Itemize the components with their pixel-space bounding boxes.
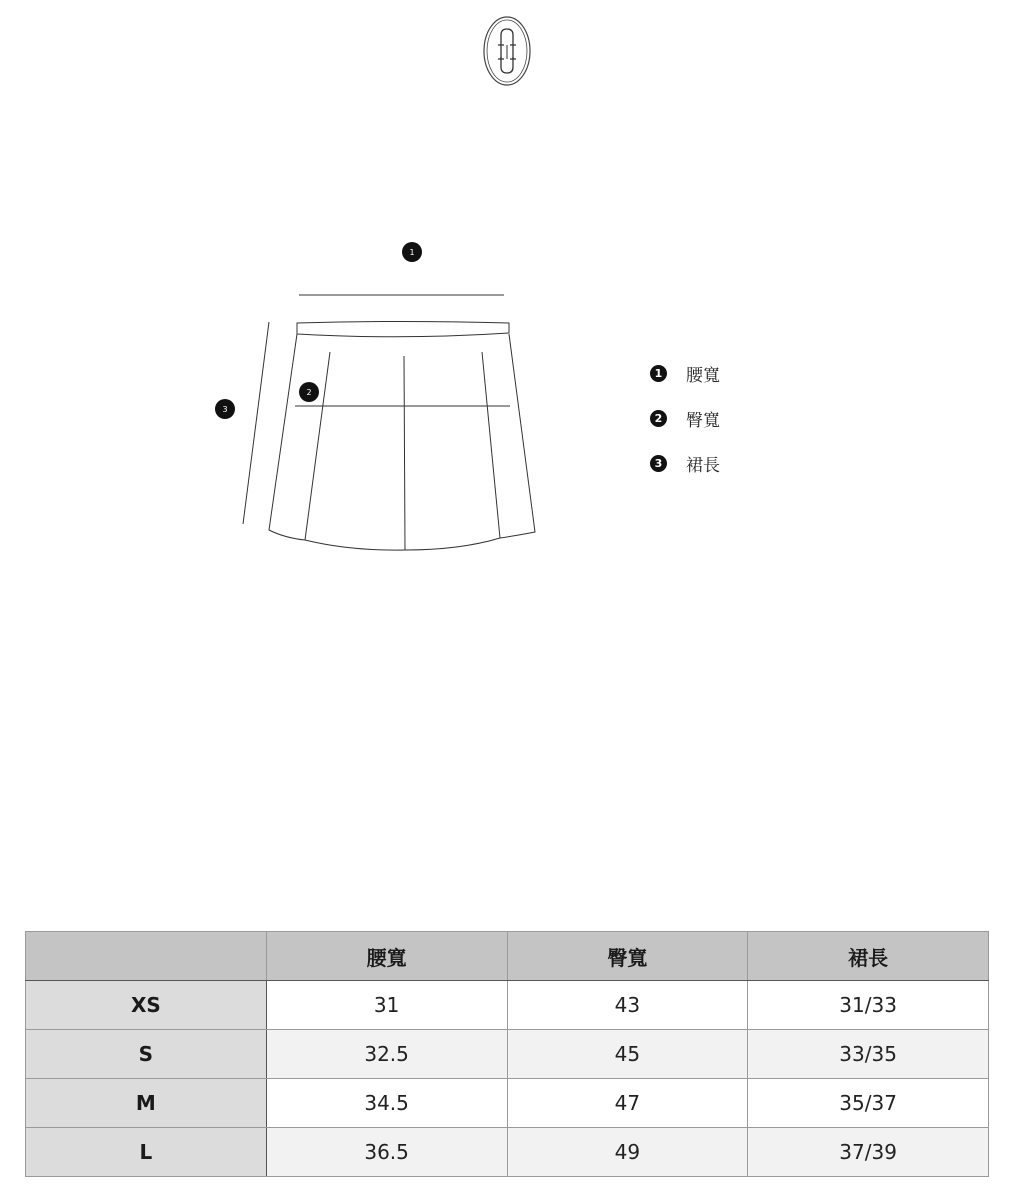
table-header-row xyxy=(26,932,989,981)
hip-cell: 49 xyxy=(507,1128,748,1177)
svg-text:1: 1 xyxy=(409,248,415,257)
marker-2-icon xyxy=(299,382,319,402)
legend-label: 裙長 xyxy=(686,455,720,476)
size-label-cell: L xyxy=(26,1128,267,1177)
legend-label: 腰寬 xyxy=(686,365,720,386)
length-cell: 31/33 xyxy=(748,981,989,1030)
legend-number-badge: 1 xyxy=(650,365,667,382)
size-chart-table xyxy=(25,931,989,1177)
legend-item-length xyxy=(650,450,720,476)
hip-cell: 47 xyxy=(507,1079,748,1128)
length-cell: 37/39 xyxy=(748,1128,989,1177)
size-label-cell: M xyxy=(26,1079,267,1128)
hip-cell: 43 xyxy=(507,981,748,1030)
legend-item-hip xyxy=(650,405,720,431)
measurement-legend xyxy=(650,360,720,495)
waist-cell: 34.5 xyxy=(266,1079,507,1128)
header-hip-cell: 臀寬 xyxy=(507,932,748,981)
legend-label: 臀寬 xyxy=(686,410,720,431)
legend-number-badge: 3 xyxy=(650,455,667,472)
header-waist-cell: 腰寬 xyxy=(266,932,507,981)
legend-item-waist xyxy=(650,360,720,386)
svg-text:2: 2 xyxy=(306,388,312,397)
table-row xyxy=(26,1030,989,1079)
monogram-oval-logo-icon xyxy=(482,15,532,87)
table-row xyxy=(26,981,989,1030)
length-measure-line xyxy=(243,322,269,524)
brand-logo xyxy=(482,15,532,87)
table-row xyxy=(26,1079,989,1128)
marker-1-icon xyxy=(402,242,422,262)
table-row xyxy=(26,1128,989,1177)
length-cell: 35/37 xyxy=(748,1079,989,1128)
skirt-waistband xyxy=(297,322,509,337)
waist-cell: 32.5 xyxy=(266,1030,507,1079)
skirt-outline xyxy=(269,334,535,550)
legend-number-badge: 2 xyxy=(650,410,667,427)
waist-cell: 36.5 xyxy=(266,1128,507,1177)
marker-3-icon xyxy=(215,399,235,419)
header-size-cell xyxy=(26,932,267,981)
hip-cell: 45 xyxy=(507,1030,748,1079)
size-label-cell: S xyxy=(26,1030,267,1079)
header-length-cell: 裙長 xyxy=(748,932,989,981)
svg-text:3: 3 xyxy=(222,405,228,414)
waist-cell: 31 xyxy=(266,981,507,1030)
skirt-measurement-diagram xyxy=(200,230,560,570)
length-cell: 33/35 xyxy=(748,1030,989,1079)
size-label-cell: XS xyxy=(26,981,267,1030)
